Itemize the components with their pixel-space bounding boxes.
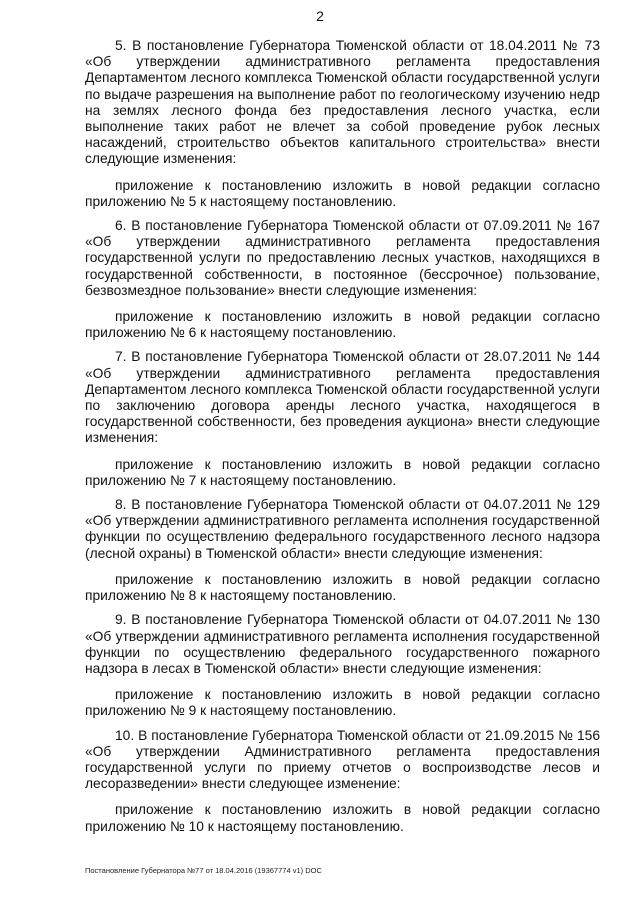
amendment-change: приложение к постановлению изложить в новой редакции согласно приложению № 9 к настоящему постановлению. bbox=[85, 687, 600, 719]
amendment-paragraph: 7. В постановление Губернатора Тюменской области от 28.07.2011 № 144 «Об утверждении административного регламента предоставления Департаментом лесного комплекса Тюменской области государственной услуги по заключению договора аренды лесного участка, находящегося в государственной собственности, без проведения аукциона» внести следующие изменения: bbox=[85, 349, 600, 446]
amendment-paragraph: 10. В постановление Губернатора Тюменской области от 21.09.2015 № 156 «Об утверждении Административного регламента предоставления государственной услуги по приему отчетов о воспроизводстве лесов и лесоразведении» внести следующее изменение: bbox=[85, 727, 600, 792]
amendment-item-10 bbox=[85, 728, 600, 835]
amendment-change: приложение к постановлению изложить в новой редакции согласно приложению № 7 к настоящему постановлению. bbox=[85, 456, 600, 488]
document-footer: Постановление Губернатора №77 от 18.04.2016 (19367774 v1) DOC bbox=[85, 866, 322, 875]
document-body bbox=[85, 38, 600, 843]
amendment-item-8 bbox=[85, 497, 600, 604]
amendment-change: приложение к постановлению изложить в новой редакции согласно приложению № 6 к настоящему постановлению. bbox=[85, 309, 600, 341]
page-number: 2 bbox=[316, 8, 324, 24]
amendment-paragraph: 8. В постановление Губернатора Тюменской области от 04.07.2011 № 129 «Об утверждении административного регламента исполнения государственной функции по осуществлению федерального государственного лесного надзора (лесной охраны) в Тюменской области» внести следующие изменения: bbox=[85, 497, 600, 561]
amendment-paragraph: 9. В постановление Губернатора Тюменской области от 04.07.2011 № 130 «Об утверждении административного регламента исполнения государственной функции по осуществлению федерального государственного пожарного надзора в лесах в Тюменской области» внести следующие изменения: bbox=[85, 612, 600, 676]
amendment-change: приложение к постановлению изложить в новой редакции согласно приложению № 8 к настоящему постановлению. bbox=[85, 571, 600, 604]
amendment-change: приложение к постановлению изложить в новой редакции согласно приложению № 5 к настоящему постановлению. bbox=[85, 177, 600, 209]
amendment-item-9 bbox=[85, 612, 600, 719]
amendment-paragraph: 5. В постановление Губернатора Тюменской области от 18.04.2011 № 73 «Об утверждении административного регламента предоставления Департаментом лесного комплекса Тюменской области государственной услуги по выдаче разрешения на выполнение работ по геологическому изучению недр на землях лесного фонда без предоставления лесного участка, если выполнение таких работ не влечет за собой проведение рубок лесных насаждений, строительство объектов капитального строительства» внести следующие изменения: bbox=[85, 38, 600, 167]
amendment-paragraph: 6. В постановление Губернатора Тюменской области от 07.09.2011 № 167 «Об утверждении административного регламента предоставления государственной услуги по предоставлению лесных участков, находящихся в государственной собственности, в постоянное (бессрочное) пользование, безвозмездное пользование» внести следующие изменения: bbox=[85, 218, 600, 298]
amendment-item-7 bbox=[85, 349, 600, 489]
amendment-item-6 bbox=[85, 218, 600, 341]
amendment-change: приложение к постановлению изложить в новой редакции согласно приложению № 10 к настоящему постановлению. bbox=[85, 802, 600, 834]
amendment-item-5 bbox=[85, 38, 600, 210]
